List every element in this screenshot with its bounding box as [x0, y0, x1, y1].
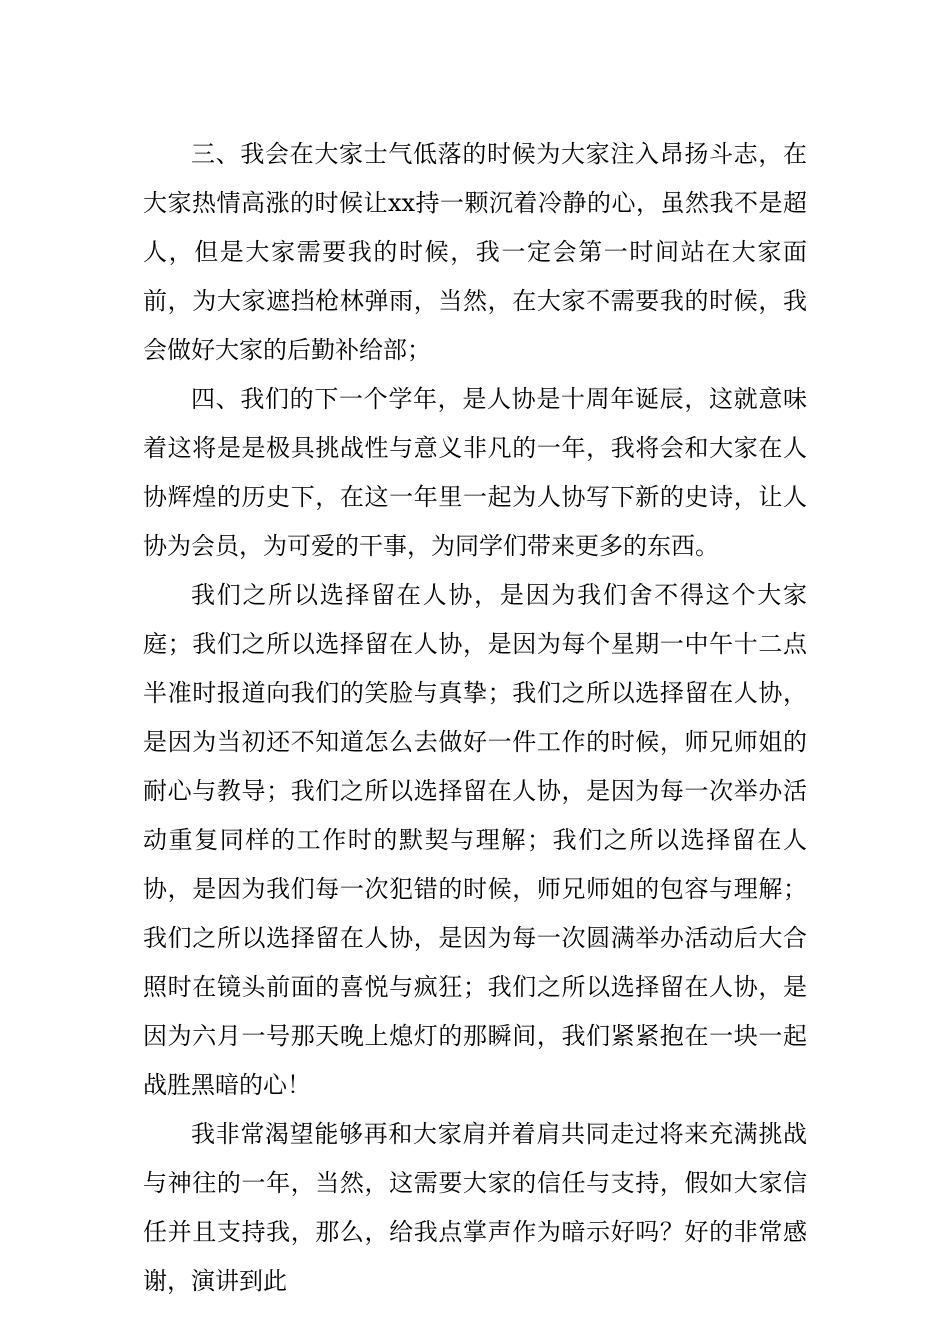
paragraph-point-four: 四、我们的下一个学年，是人协是十周年诞辰，这就意味着这将是是极具挑战性与意义非凡的一年，我将会和大家在人协辉煌的历史下，在这一年里一起为人协写下新的史诗，让人协为会员，为可爱的干事，为同学们带来更多的东西。	[143, 385, 807, 560]
document-body	[143, 130, 807, 1306]
paragraph-reasons: 我们之所以选择留在人协，是因为我们舍不得这个大家庭；我们之所以选择留在人协，是因为每个星期一中午十二点半准时报道向我们的笑脸与真挚；我们之所以选择留在人协，是因为当初还不知道怎么去做好一件工作的时候，师兄师姐的耐心与教导；我们之所以选择留在人协，是因为每一次举办活动重复同样的工作时的默契与理解；我们之所以选择留在人协，是因为我们每一次犯错的时候，师兄师姐的包容与理解；我们之所以选择留在人协，是因为每一次圆满举办活动后大合照时在镜头前面的喜悦与疯狂；我们之所以选择留在人协，是因为六月一号那天晚上熄灯的那瞬间，我们紧紧抱在一块一起战胜黑暗的心！	[143, 581, 807, 1099]
paragraph-point-three: 三、我会在大家士气低落的时候为大家注入昂扬斗志，在大家热情高涨的时候让xx持一颗沉着冷静的心，虽然我不是超人，但是大家需要我的时候，我一定会第一时间站在大家面前，为大家遮挡枪林弹雨，当然，在大家不需要我的时候，我会做好大家的后勤补给部；	[143, 140, 807, 364]
paragraph-closing: 我非常渴望能够再和大家肩并着肩共同走过将来充满挑战与神往的一年，当然，这需要大家的信任与支持，假如大家信任并且支持我，那么，给我点掌声作为暗示好吗？好的非常感谢，演讲到此	[143, 1120, 807, 1295]
